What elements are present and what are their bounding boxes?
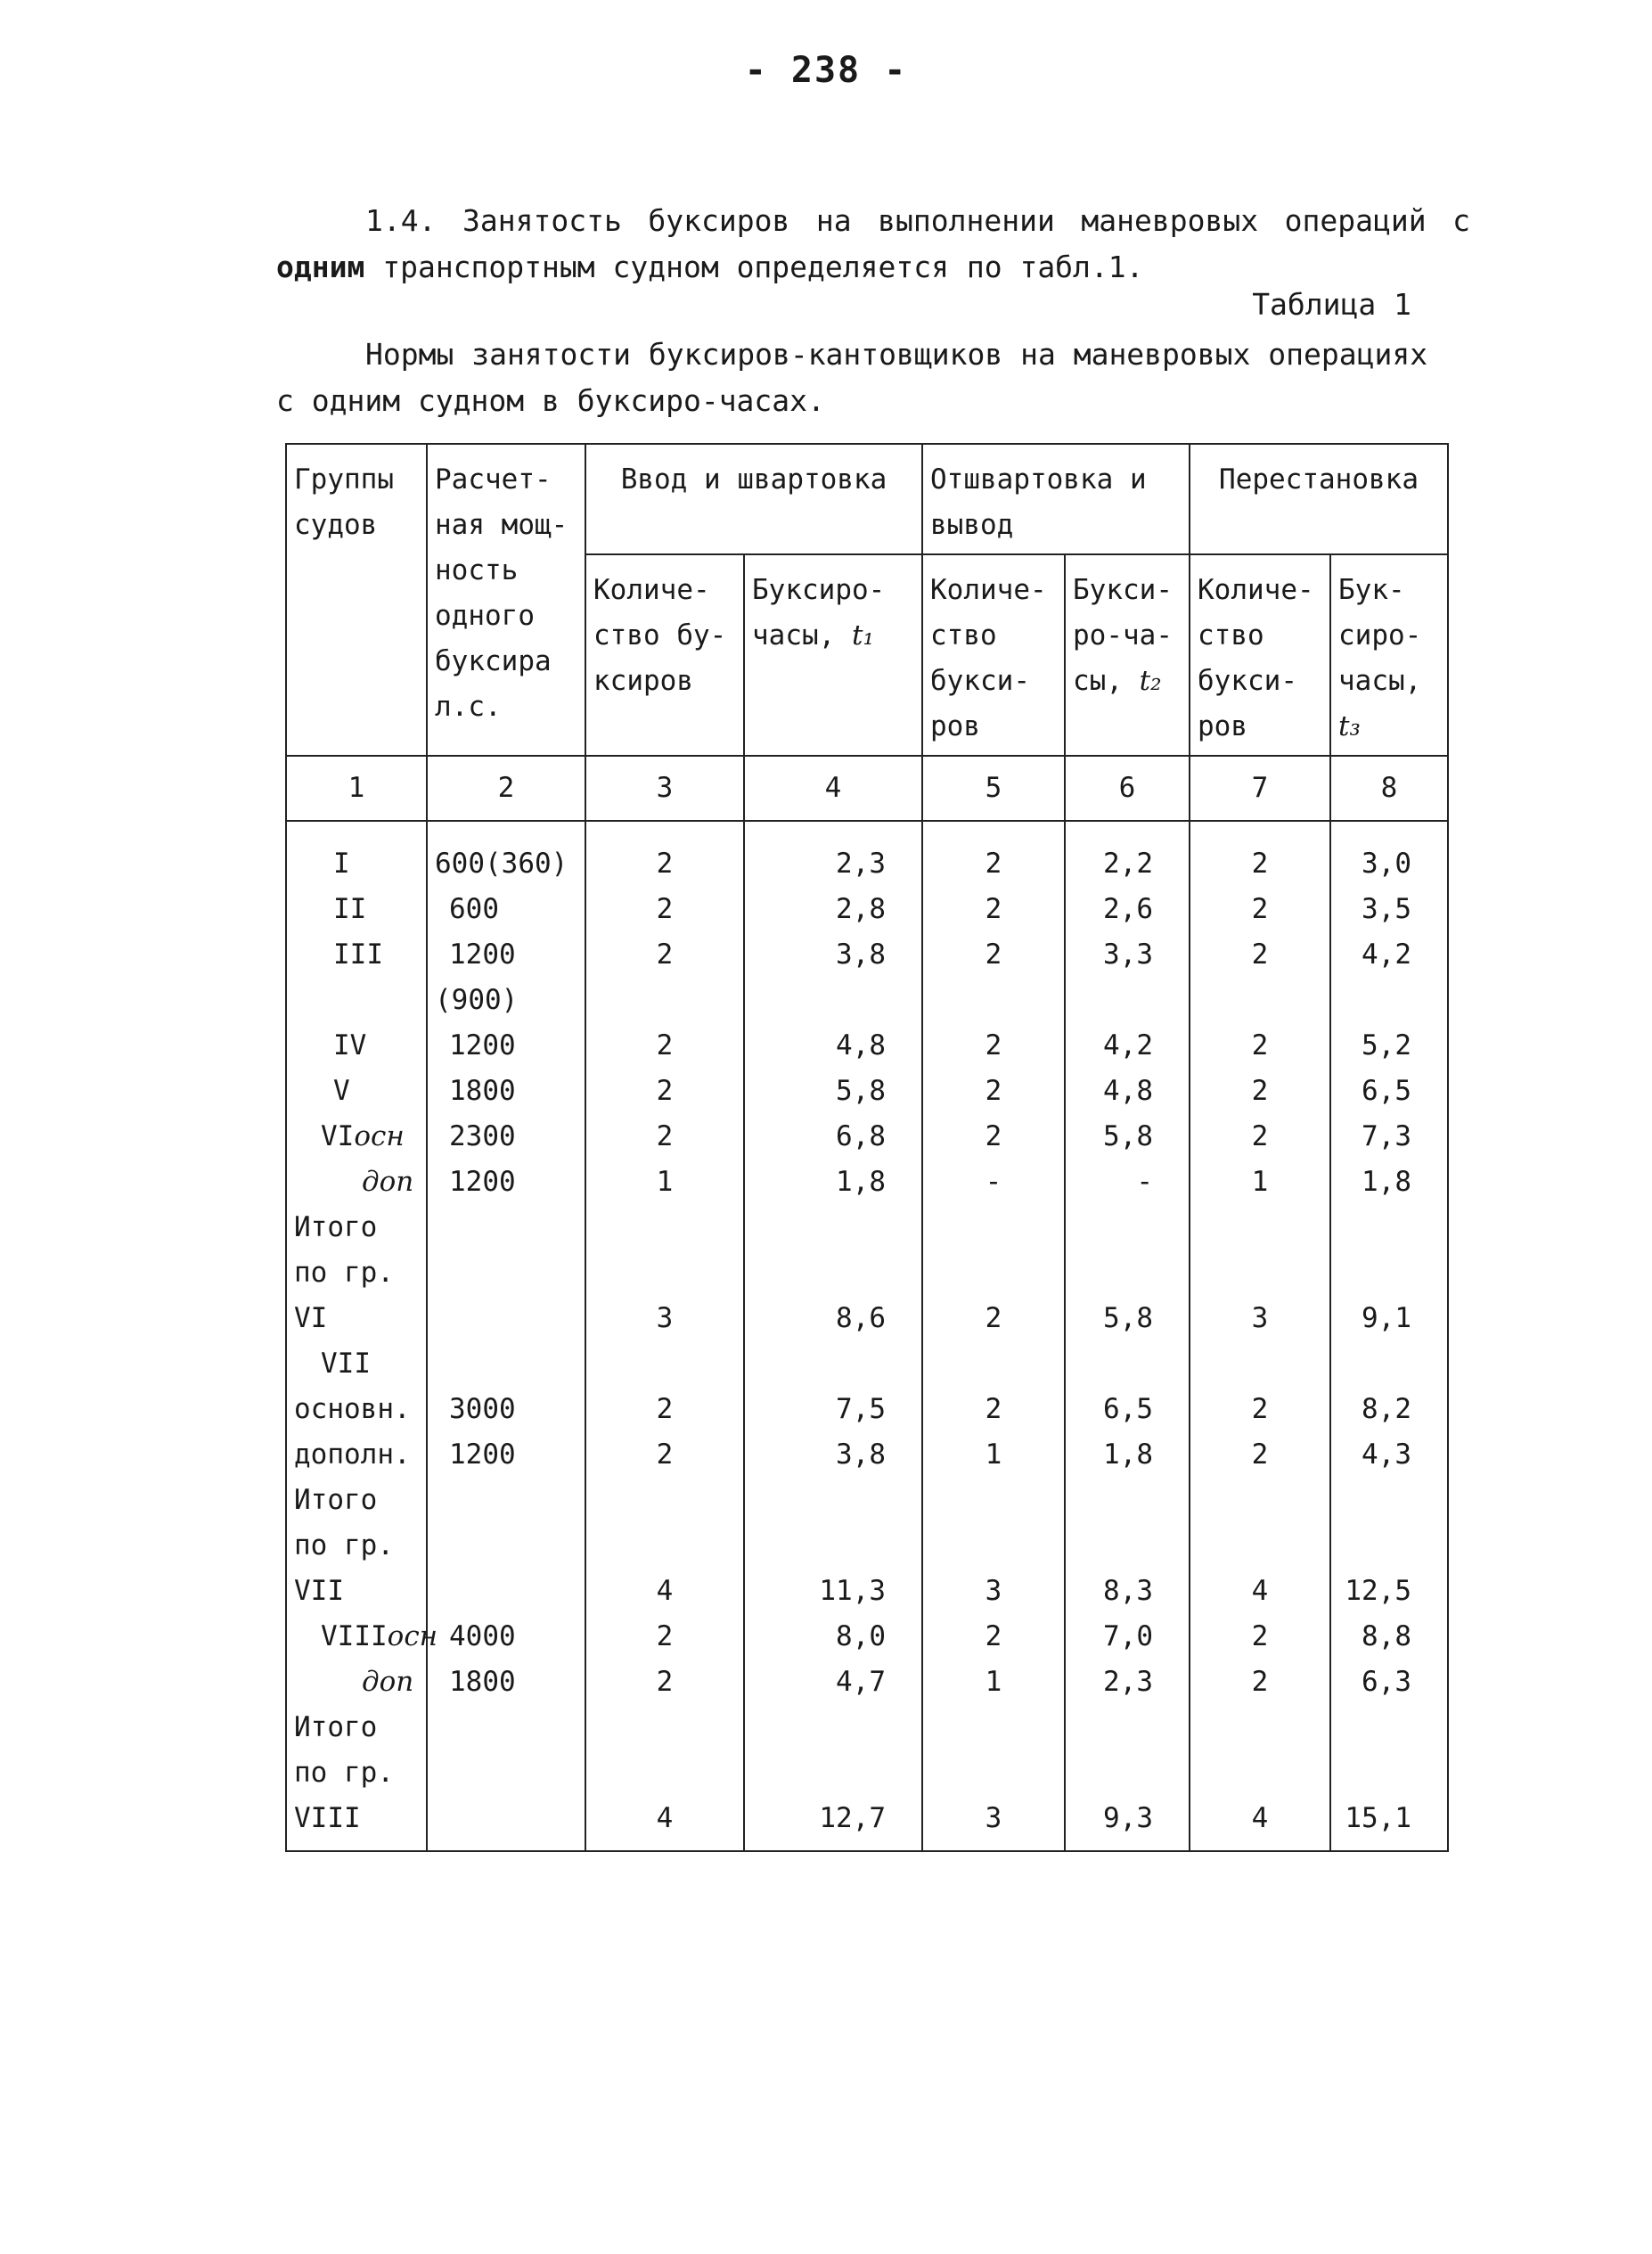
group-name: II [333,893,367,925]
table-header [286,444,1448,756]
cell-c5: 2 [922,1296,1065,1341]
table-row [286,1341,1448,1387]
group-name: дополн. [294,1438,411,1471]
cell-c5: - [922,1160,1065,1205]
cell-c7: 2 [1190,1114,1330,1160]
column-number: 7 [1190,756,1330,821]
cell-c4: 6,8 [744,1114,922,1160]
table-row [286,1569,1448,1614]
cell-c6: 4,8 [1065,1069,1190,1114]
cell-c8: 15,1 [1330,1796,1448,1851]
cell-c3: 2 [585,932,744,978]
group-name: по гр. [294,1257,394,1289]
cell-group [286,1341,427,1387]
cell-c3 [585,1478,744,1523]
column-number: 5 [922,756,1065,821]
cell-c6: - [1065,1160,1190,1205]
cell-c4: 1,8 [744,1160,922,1205]
cell-c4 [744,1750,922,1796]
column-number: 4 [744,756,922,821]
cell-c7 [1190,1478,1330,1523]
table-row [286,1160,1448,1205]
cell-c4: 11,3 [744,1569,922,1614]
table-body [286,821,1448,1851]
table-row [286,1205,1448,1250]
table-row [286,1614,1448,1660]
cell-c6: 8,3 [1065,1569,1190,1614]
cell-group [286,1069,427,1114]
cell-c6 [1065,1705,1190,1750]
group-suffix: осн [354,1120,405,1152]
cell-c8 [1330,1205,1448,1250]
cell-c5: 3 [922,1569,1065,1614]
cell-group [286,1705,427,1750]
cell-c3: 2 [585,1614,744,1660]
cell-group [286,932,427,978]
cell-c8: 8,2 [1330,1387,1448,1432]
cell-c7 [1190,1250,1330,1296]
cell-c4: 4,7 [744,1660,922,1705]
cell-c4 [744,1478,922,1523]
cell-c8: 4,3 [1330,1432,1448,1478]
group-suffix: доп [362,1666,414,1698]
cell-c5: 1 [922,1660,1065,1705]
cell-c7: 2 [1190,1660,1330,1705]
cell-c4: 2,3 [744,821,922,887]
cell-power: 1200 [427,1023,585,1069]
cell-power: (900) [427,978,585,1023]
cell-c6 [1065,1205,1190,1250]
header-tug-hours-1 [744,554,922,756]
header-unmooring-exit: Отшвартовка и вывод [922,444,1190,554]
cell-c3: 2 [585,821,744,887]
cell-c8: 4,2 [1330,932,1448,978]
header-tug-hours-3 [1330,554,1448,756]
table-label: Таблица 1 [1252,287,1411,322]
header-qty-tugs-3: Количе-ство букси-ров [1190,554,1330,756]
paragraph [276,198,1470,291]
table-row [286,978,1448,1023]
cell-c7: 4 [1190,1569,1330,1614]
group-name: VI [294,1302,328,1334]
cell-c3: 2 [585,1432,744,1478]
cell-power: 1800 [427,1660,585,1705]
group-name: VI [321,1120,355,1152]
cell-group [286,1250,427,1296]
header-tug-hours-2 [1065,554,1190,756]
cell-c4: 4,8 [744,1023,922,1069]
cell-c4: 8,0 [744,1614,922,1660]
cell-power [427,1796,585,1851]
cell-power [427,1478,585,1523]
cell-c5: 1 [922,1432,1065,1478]
cell-c6: 7,0 [1065,1614,1190,1660]
cell-c3: 2 [585,1114,744,1160]
table-row [286,1069,1448,1114]
cell-c6: 5,8 [1065,1114,1190,1160]
cell-c7: 2 [1190,1387,1330,1432]
cell-c6: 2,3 [1065,1660,1190,1705]
cell-c8: 5,2 [1330,1023,1448,1069]
cell-c7: 2 [1190,1069,1330,1114]
cell-group [286,978,427,1023]
cell-c4: 5,8 [744,1069,922,1114]
cell-group [286,1205,427,1250]
cell-c6: 6,5 [1065,1387,1190,1432]
cell-c3 [585,1205,744,1250]
cell-c7: 2 [1190,1614,1330,1660]
cell-c6: 2,6 [1065,887,1190,932]
cell-c5: 2 [922,932,1065,978]
group-name: по гр. [294,1757,394,1789]
column-number: 6 [1065,756,1190,821]
cell-c6 [1065,978,1190,1023]
header-groups: Группы судов [286,444,427,756]
group-name: IV [333,1029,367,1061]
cell-c6 [1065,1523,1190,1569]
group-name: VII [294,1575,344,1607]
cell-c5 [922,1523,1065,1569]
cell-group [286,1569,427,1614]
table-row [286,1796,1448,1851]
group-name: I [333,848,350,880]
cell-c7: 2 [1190,821,1330,887]
group-name: Итого [294,1484,378,1516]
cell-c4: 2,8 [744,887,922,932]
cell-c4 [744,1523,922,1569]
page-number: - 238 - [744,50,908,91]
table-row [286,1705,1448,1750]
cell-c3 [585,1523,744,1569]
paragraph-line-2-rest: транспортным судном определяется по табл.1. [364,250,1144,284]
cell-c8 [1330,1478,1448,1523]
column-number: 2 [427,756,585,821]
cell-c5: 2 [922,1023,1065,1069]
cell-c7 [1190,1705,1330,1750]
cell-c3 [585,1341,744,1387]
norms-table [285,443,1449,1852]
cell-c6 [1065,1250,1190,1296]
paragraph-bold-word: одним [276,250,365,284]
cell-c3: 2 [585,887,744,932]
cell-c4 [744,1250,922,1296]
table-row [286,1387,1448,1432]
cell-power: 3000 [427,1387,585,1432]
header-t2-symbol: t₂ [1139,665,1162,697]
cell-c7 [1190,978,1330,1023]
cell-c7 [1190,1341,1330,1387]
cell-c8: 7,3 [1330,1114,1448,1160]
cell-c8: 12,5 [1330,1569,1448,1614]
cell-c5: 3 [922,1796,1065,1851]
cell-group [286,1478,427,1523]
cell-power: 600(360) [427,821,585,887]
cell-c7: 4 [1190,1796,1330,1851]
cell-c4: 3,8 [744,1432,922,1478]
cell-group [286,887,427,932]
table-row [286,887,1448,932]
table-row [286,1523,1448,1569]
cell-c8 [1330,1250,1448,1296]
header-entry-mooring: Ввод и швартовка [585,444,922,554]
cell-power [427,1569,585,1614]
cell-power: 1200 [427,1160,585,1205]
cell-c8 [1330,978,1448,1023]
cell-c5 [922,1478,1065,1523]
cell-c3: 1 [585,1160,744,1205]
header-tug-hours-2-text: Букси-ро-ча-сы, [1073,574,1173,697]
header-qty-tugs-2: Количе-ство букси-ров [922,554,1065,756]
table-row [286,1023,1448,1069]
cell-c7: 2 [1190,932,1330,978]
cell-power [427,1205,585,1250]
cell-c5 [922,1341,1065,1387]
group-name: Итого [294,1711,378,1743]
header-t3-symbol: t₃ [1338,710,1361,742]
cell-c6 [1065,1478,1190,1523]
paragraph-line-2 [276,244,1470,291]
cell-c6: 4,2 [1065,1023,1190,1069]
cell-c8: 6,5 [1330,1069,1448,1114]
group-name: VIII [321,1620,388,1652]
cell-c6: 9,3 [1065,1796,1190,1851]
header-power: Расчет-ная мощ-ность одного буксира л.с. [427,444,585,756]
cell-group [286,1660,427,1705]
cell-c4 [744,1341,922,1387]
cell-c3: 2 [585,1387,744,1432]
cell-c5: 2 [922,887,1065,932]
cell-c3 [585,978,744,1023]
cell-c6 [1065,1750,1190,1796]
cell-c4: 8,6 [744,1296,922,1341]
cell-c6: 3,3 [1065,932,1190,978]
column-numbers-row [286,756,1448,821]
group-name: Итого [294,1211,378,1243]
table-row [286,1660,1448,1705]
group-name: V [333,1075,350,1107]
cell-c8 [1330,1341,1448,1387]
cell-c8: 8,8 [1330,1614,1448,1660]
cell-power: 1200 [427,1432,585,1478]
cell-group [286,1796,427,1851]
table-row [286,1478,1448,1523]
cell-c3: 4 [585,1796,744,1851]
cell-power: 2300 [427,1114,585,1160]
cell-power: 1200 [427,932,585,978]
cell-c8: 3,0 [1330,821,1448,887]
cell-power [427,1250,585,1296]
cell-group [286,1614,438,1660]
cell-c3: 4 [585,1569,744,1614]
cell-power [427,1341,585,1387]
cell-group [286,1387,427,1432]
table-row [286,1250,1448,1296]
cell-power [427,1523,585,1569]
cell-c8: 6,3 [1330,1660,1448,1705]
cell-c5 [922,1705,1065,1750]
cell-c7: 2 [1190,1432,1330,1478]
cell-c4: 7,5 [744,1387,922,1432]
cell-c5 [922,978,1065,1023]
column-number: 1 [286,756,427,821]
cell-c4 [744,1705,922,1750]
cell-c8 [1330,1705,1448,1750]
table-row [286,932,1448,978]
cell-group [286,821,427,887]
cell-c3 [585,1750,744,1796]
cell-group [286,1023,427,1069]
cell-c5 [922,1250,1065,1296]
group-name: VIII [294,1802,361,1834]
cell-power [427,1705,585,1750]
table-row [286,821,1448,887]
caption-line-1: Нормы занятости буксиров-кантовщиков на маневровых операциях [365,337,1428,372]
cell-c5: 2 [922,821,1065,887]
cell-c3: 2 [585,1023,744,1069]
cell-group [286,1750,427,1796]
cell-c8: 9,1 [1330,1296,1448,1341]
cell-c6: 2,2 [1065,821,1190,887]
cell-group [286,1296,427,1341]
cell-c8 [1330,1523,1448,1569]
cell-c3: 2 [585,1069,744,1114]
cell-power: 4000 [427,1614,585,1660]
cell-c7: 1 [1190,1160,1330,1205]
cell-c5 [922,1750,1065,1796]
cell-c6 [1065,1341,1190,1387]
cell-c5: 2 [922,1387,1065,1432]
cell-c4: 12,7 [744,1796,922,1851]
cell-power: 1800 [427,1069,585,1114]
cell-group [286,1114,427,1160]
cell-c7 [1190,1205,1330,1250]
cell-power [427,1750,585,1796]
cell-group [286,1160,427,1205]
cell-c7: 2 [1190,1023,1330,1069]
group-suffix: осн [387,1620,438,1652]
cell-c7: 3 [1190,1296,1330,1341]
cell-c8 [1330,1750,1448,1796]
cell-c7 [1190,1750,1330,1796]
cell-group [286,1523,427,1569]
cell-group [286,1432,427,1478]
cell-c6: 1,8 [1065,1432,1190,1478]
column-number: 3 [585,756,744,821]
table-row [286,1750,1448,1796]
header-tug-hours-1-text: Буксиро-часы, [752,574,886,652]
cell-c4: 3,8 [744,932,922,978]
caption-line-2: с одним судном в буксиро-часах. [276,383,825,418]
table-row [286,1114,1448,1160]
table-caption [276,332,1452,424]
cell-c7 [1190,1523,1330,1569]
cell-c3 [585,1250,744,1296]
cell-power: 600 [427,887,585,932]
table-row [286,1432,1448,1478]
header-tug-hours-3-text: Бук-сиро-часы, [1338,574,1422,697]
cell-c6: 5,8 [1065,1296,1190,1341]
group-name: VII [321,1348,371,1380]
paragraph-line-1: 1.4. Занятость буксиров на выполнении маневровых операций с [365,203,1470,238]
cell-c4 [744,1205,922,1250]
cell-c5: 2 [922,1614,1065,1660]
cell-c8: 1,8 [1330,1160,1448,1205]
cell-c8: 3,5 [1330,887,1448,932]
group-name: III [333,938,383,971]
table-row [286,1296,1448,1341]
header-qty-tugs-1: Количе-ство бу-ксиров [585,554,744,756]
cell-c5: 2 [922,1114,1065,1160]
column-number: 8 [1330,756,1448,821]
cell-power [427,1296,585,1341]
group-suffix: доп [362,1166,414,1198]
cell-c3: 2 [585,1660,744,1705]
cell-c7: 2 [1190,887,1330,932]
cell-c5 [922,1205,1065,1250]
group-name: по гр. [294,1529,394,1561]
header-shifting: Перестановка [1190,444,1448,554]
cell-c3: 3 [585,1296,744,1341]
cell-c5: 2 [922,1069,1065,1114]
header-t1-symbol: t₁ [851,619,874,652]
group-name: основн. [294,1393,411,1425]
cell-c4 [744,978,922,1023]
cell-c3 [585,1705,744,1750]
